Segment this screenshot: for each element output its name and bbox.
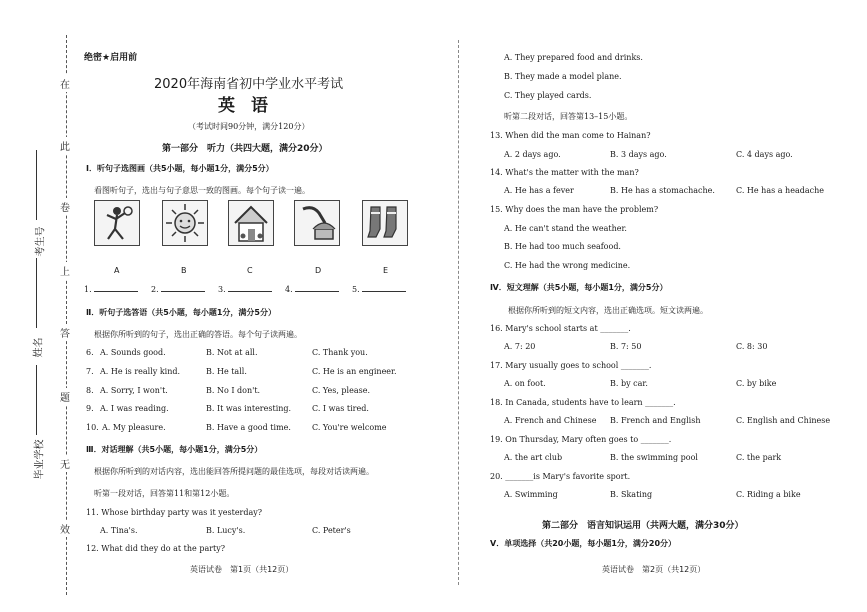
seal-char: 效 xyxy=(55,520,75,537)
option-b[interactable]: B. 3 days ago. xyxy=(610,150,667,159)
option-b[interactable]: B. Have a good time. xyxy=(206,423,291,432)
picture-d-scarf-hat xyxy=(294,200,340,246)
section-three-instruction: 根据你所听到的对话内容，选出能回答所提问题的最佳选项，每段对话读两遍。 xyxy=(94,467,374,476)
answer-blank-4[interactable] xyxy=(285,285,339,294)
section-four-heading: Ⅳ．短文理解（共5小题，每小题1分，满分5分） xyxy=(490,283,668,292)
seal-char: 题 xyxy=(55,388,75,405)
option-a[interactable]: A. I was reading. xyxy=(100,404,169,413)
picture-label: C xyxy=(247,266,253,275)
question-number: 9. xyxy=(86,404,94,413)
question-13-stem: 13. When did the man come to Hainan? xyxy=(490,131,651,140)
binding-margin xyxy=(0,0,80,612)
candidate-number-blank xyxy=(36,150,37,220)
secret-mark: 绝密★启用前 xyxy=(84,53,138,63)
section-four-instruction: 根据你所听到的短文内容，选出正确选项。短文读两遍。 xyxy=(508,306,708,315)
dialogue-one-note: 听第一段对话，回答第11和第12小题。 xyxy=(94,489,235,498)
picture-e-socks xyxy=(362,200,408,246)
option-a[interactable]: A. My pleasure. xyxy=(102,423,166,432)
option-a[interactable]: A. He is really kind. xyxy=(100,367,181,376)
page-two xyxy=(486,0,846,612)
seal-char: 在 xyxy=(55,75,75,92)
option-b[interactable]: B. It was interesting. xyxy=(206,404,292,413)
option-a[interactable]: A. Tina's. xyxy=(100,526,138,535)
question-15-stem: 15. Why does the man have the problem? xyxy=(490,205,659,214)
option-b[interactable]: B. 7: 50 xyxy=(610,342,642,351)
blank-number: 5. xyxy=(352,285,360,294)
section-one-heading: Ⅰ．听句子选图画（共5小题，每小题1分，满分5分） xyxy=(86,164,274,173)
option-c[interactable]: C. by bike xyxy=(736,379,777,388)
question-stem: 19. On Thursday, Mary often goes to _______. xyxy=(490,435,672,444)
section-one-instruction: 看图听句子，选出与句子意思一致的图画。每个句子读一遍。 xyxy=(94,186,310,195)
option-b[interactable]: B. French and English xyxy=(610,416,701,425)
option-c[interactable]: C. Thank you. xyxy=(312,348,368,357)
option-a[interactable]: A. 2 days ago. xyxy=(504,150,561,159)
candidate-number-label: 考生号 xyxy=(35,226,47,257)
question-11-stem: 11. Whose birthday party was it yesterday? xyxy=(86,508,263,517)
picture-c-house xyxy=(228,200,274,246)
option-a[interactable]: A. Swimming xyxy=(504,490,558,499)
option-a[interactable]: A. He can't stand the weather. xyxy=(504,224,627,233)
blank-number: 4. xyxy=(285,285,293,294)
option-b[interactable]: B. Lucy's. xyxy=(206,526,246,535)
question-number: 7. xyxy=(86,367,94,376)
option-c[interactable]: C. Peter's xyxy=(312,526,351,535)
picture-label: D xyxy=(315,266,322,275)
option-b[interactable]: B. He has a stomachache. xyxy=(610,186,715,195)
subject-title: 英语 xyxy=(218,96,284,116)
option-c[interactable]: C. Yes, please. xyxy=(312,386,370,395)
seal-char: 答 xyxy=(55,324,75,341)
picture-label: E xyxy=(383,266,389,275)
question-number: 10. xyxy=(86,423,99,432)
option-c[interactable]: C. English and Chinese xyxy=(736,416,831,425)
option-a[interactable]: A. Sorry, I won't. xyxy=(100,386,168,395)
school-blank xyxy=(36,365,37,435)
option-b[interactable]: B. by car. xyxy=(610,379,648,388)
question-14-stem: 14. What's the matter with the man? xyxy=(490,168,639,177)
option-a[interactable]: A. Sounds good. xyxy=(100,348,166,357)
option-c[interactable]: C. He is an engineer. xyxy=(312,367,397,376)
part-one-heading: 第一部分 听力（共四大题，满分20分） xyxy=(162,144,328,154)
section-two-heading: Ⅱ．听句子选答语（共5小题，每小题1分，满分5分） xyxy=(86,308,276,317)
seal-char: 上 xyxy=(55,262,75,279)
page-one xyxy=(82,0,444,612)
name-label: 姓名 xyxy=(33,337,45,358)
option-c[interactable]: C. Riding a bike xyxy=(736,490,801,499)
question-stem: 16. Mary's school starts at _______. xyxy=(490,324,631,333)
option-b[interactable]: B. They made a model plane. xyxy=(504,72,622,81)
part-two-heading: 第二部分 语言知识运用（共两大题，满分30分） xyxy=(542,521,744,531)
answer-blank-2[interactable] xyxy=(151,285,205,294)
option-c[interactable]: C. I was tired. xyxy=(312,404,369,413)
question-number: 6. xyxy=(86,348,94,357)
option-b[interactable]: B. He tall. xyxy=(206,367,247,376)
name-blank xyxy=(36,258,37,328)
section-five-heading: Ⅴ．单项选择（共20小题，每小题1分，满分20分） xyxy=(490,539,677,548)
option-b[interactable]: B. Not at all. xyxy=(206,348,258,357)
option-b[interactable]: B. No I don't. xyxy=(206,386,261,395)
option-a[interactable]: A. 7: 20 xyxy=(504,342,536,351)
seal-char: 卷 xyxy=(55,198,75,215)
exam-title: 2020年海南省初中学业水平考试 xyxy=(154,77,344,92)
option-c[interactable]: C. He had the wrong medicine. xyxy=(504,261,631,270)
picture-a-basketball xyxy=(94,200,140,246)
exam-info: （考试时间90分钟，满分120分） xyxy=(188,122,310,131)
question-stem: 18. In Canada, students have to learn _______. xyxy=(490,398,676,407)
option-a[interactable]: A. French and Chinese xyxy=(504,416,597,425)
question-12-stem: 12. What did they do at the party? xyxy=(86,544,226,553)
option-c[interactable]: C. He has a headache xyxy=(736,186,824,195)
answer-blank-5[interactable] xyxy=(352,285,406,294)
page-footer: 英语试卷 第1页（共12页） xyxy=(190,565,294,574)
column-divider xyxy=(458,40,459,585)
blank-number: 3. xyxy=(218,285,226,294)
seal-char: 无 xyxy=(55,455,75,472)
section-three-heading: Ⅲ．对话理解（共5小题，每小题1分，满分5分） xyxy=(86,445,263,454)
question-stem: 20. _______is Mary's favorite sport. xyxy=(490,472,631,481)
page-footer: 英语试卷 第2页（共12页） xyxy=(602,565,706,574)
option-b[interactable]: B. He had too much seafood. xyxy=(504,242,621,251)
section-two-instruction: 根据你所听到的句子，选出正确的答语。每个句子读两遍。 xyxy=(94,330,302,339)
answer-blank-1[interactable] xyxy=(84,285,138,294)
question-number: 8. xyxy=(86,386,94,395)
option-b[interactable]: B. the swimming pool xyxy=(610,453,698,462)
option-c[interactable]: C. They played cards. xyxy=(504,91,592,100)
option-a[interactable]: A. He has a fever xyxy=(504,186,574,195)
option-c[interactable]: C. 4 days ago. xyxy=(736,150,793,159)
seal-line xyxy=(66,35,67,595)
option-b[interactable]: B. Skating xyxy=(610,490,653,499)
option-c[interactable]: C. You're welcome xyxy=(312,423,387,432)
school-label: 毕业学校 xyxy=(34,439,46,480)
answer-blank-3[interactable] xyxy=(218,285,272,294)
picture-label: A xyxy=(114,266,120,275)
option-c[interactable]: C. the park xyxy=(736,453,782,462)
picture-b-sun xyxy=(162,200,208,246)
option-a[interactable]: A. They prepared food and drinks. xyxy=(504,53,643,62)
option-a[interactable]: A. the art club xyxy=(504,453,563,462)
option-c[interactable]: C. 8: 30 xyxy=(736,342,768,351)
option-a[interactable]: A. on foot. xyxy=(504,379,546,388)
picture-label: B xyxy=(181,266,187,275)
dialogue-two-note: 听第二段对话，回答第13–15小题。 xyxy=(504,112,633,121)
question-stem: 17. Mary usually goes to school _______. xyxy=(490,361,652,370)
seal-char: 此 xyxy=(55,137,75,154)
blank-number: 2. xyxy=(151,285,159,294)
blank-number: 1. xyxy=(84,285,92,294)
